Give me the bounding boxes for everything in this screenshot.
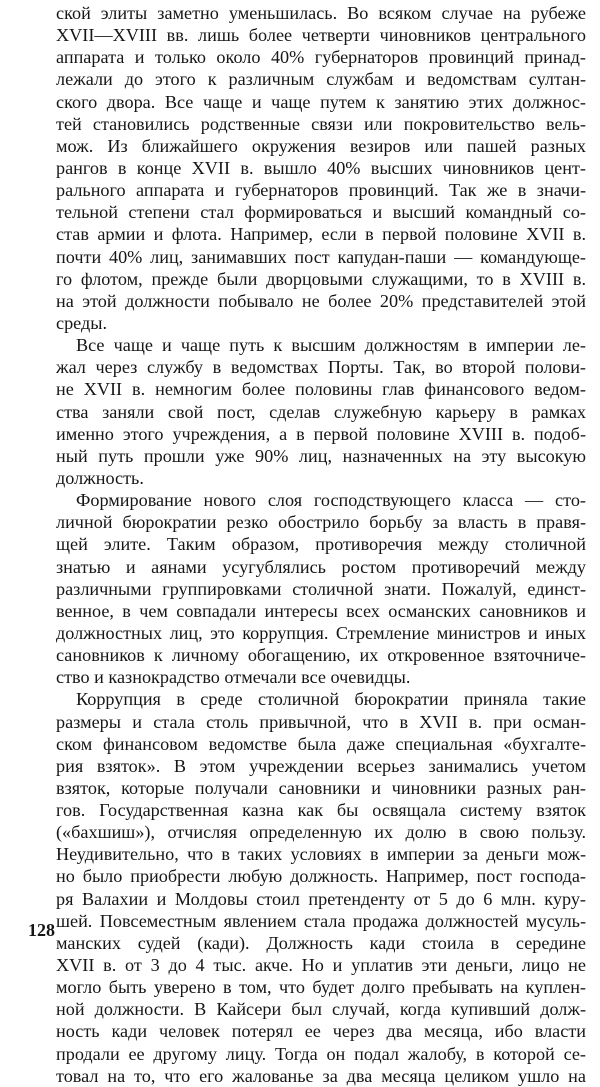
text-line: ской элиты заметно уменьшилась. Во всяком случае на рубеже xyxy=(56,3,586,23)
text-line: щей элите. Таким образом, противоречия между столичной xyxy=(56,534,586,555)
text-line: ства заняли свой пост, сделав служебную карьеру в рамках xyxy=(56,401,586,422)
text-line: го флотом, прежде были дворцовыми служащими, то в XVIII в. xyxy=(56,268,586,289)
text-line: Все чаще и чаще путь к высшим должностям в империи ле- xyxy=(76,335,586,356)
text-line: не XVII в. немногим более половины глав финансового ведом- xyxy=(56,379,586,400)
text-line: но было приобрести любую должность. Например, пост господа- xyxy=(56,866,586,887)
text-line: («бахшиш»), отчисляя определенную их долю в свою пользу. xyxy=(56,822,586,843)
text-line: могло быть уверено в том, что будет долго пребывать на куплен- xyxy=(56,977,586,998)
text-line: Коррупция в среде столичной бюрократии приняла такие xyxy=(76,689,586,710)
text-line: продали ее другому лицу. Тогда он подал жалобу, в которой се- xyxy=(56,1043,586,1064)
text-line: различными группировками столичной знати. Пожалуй, единст- xyxy=(56,578,586,599)
text-line: жал через службу в ведомствах Порты. Так, во второй полови- xyxy=(56,357,586,378)
text-line: рального аппарата и губернаторов провинций. Так же в значи- xyxy=(56,180,586,201)
text-line: рия взяток». В этом учреждении всерьез занимались учетом xyxy=(56,755,586,776)
text-line: ского двора. Все чаще и чаще путем к занятию этих должнос- xyxy=(56,91,586,112)
text-line: знатью и аянами усугублялись ростом противоречий между xyxy=(56,556,586,577)
text-line: товал на то, что его жалованье за два месяца целиком ушло на xyxy=(56,1065,586,1086)
text-line: ность кади человек потерял ее через два месяца, ибо власти xyxy=(56,1021,586,1042)
text-line: ском финансовом ведомстве была даже специальная «бухгалте- xyxy=(56,733,586,754)
text-line: сановников к личному обогащению, их откровенное взяточниче- xyxy=(56,645,586,666)
text-line: рангов в конце XVII в. вышло 40% высших чиновников цент- xyxy=(56,157,586,178)
text-line: XVII—XVIII вв. лишь более четверти чиновников центрального xyxy=(56,25,586,46)
text-line: шей. Повсеместным явлением стала продажа должностей мусуль- xyxy=(56,910,586,931)
text-line: аппарата и только около 40% губернаторов провинций принад- xyxy=(56,47,586,68)
page-number: 128 xyxy=(28,920,55,940)
text-line: тей становились родственные связи или покровительство вель- xyxy=(56,113,586,134)
body-text xyxy=(56,2,586,1087)
text-line: личной бюрократии резко обострило борьбу за власть в правя- xyxy=(56,512,586,533)
text-line: ство и казнокрадство отмечали все очевидцы. xyxy=(56,667,411,688)
text-line: тельной степени стал формироваться и высший командный со- xyxy=(56,202,586,223)
text-line: Неудивительно, что в таких условиях в империи за деньги мож- xyxy=(56,844,586,865)
text-line: почти 40% лиц, занимавших пост капудан-паши — командующе- xyxy=(56,246,586,267)
text-line: манских судей (кади). Должность кади стоила в середине xyxy=(56,932,586,953)
text-line: лежали до этого к различным службам и ведомствам султан- xyxy=(56,69,586,90)
text-line: размеры и стала столь привычной, что в XVII в. при осман- xyxy=(56,711,586,732)
text-line: взяток, которые получали сановники и чиновники разных ран- xyxy=(56,777,586,798)
text-line: именно этого учреждения, а в первой половине XVIII в. подоб- xyxy=(56,423,586,444)
text-line: став армии и флота. Например, если в первой половине XVII в. xyxy=(56,224,586,245)
text-line: должность. xyxy=(56,467,144,488)
text-line: венное, в чем совпадали интересы всех османских сановников и xyxy=(56,600,586,621)
text-line: ный путь прошли уже 90% лиц, назначенных на эту высокую xyxy=(56,445,586,466)
text-line: ря Валахии и Молдовы стоил претенденту от 5 до 6 млн. куру- xyxy=(56,888,586,909)
text-line: мож. Из ближайшего окружения везиров или пашей разных xyxy=(56,135,586,156)
text-line: должностных лиц, это коррупция. Стремление министров и иных xyxy=(56,622,586,643)
text-line: XVII в. от 3 до 4 тыс. акче. Но и уплатив эти деньги, лицо не xyxy=(56,955,586,976)
text-line: ной должности. В Кайсери был случай, когда купивший долж- xyxy=(56,999,586,1020)
text-line: гов. Государственная казна как бы освящала систему взяток xyxy=(56,800,586,821)
text-line: на этой должности побывало не более 20% представителей этой xyxy=(56,290,586,311)
text-line: среды. xyxy=(56,312,108,333)
text-line: Формирование нового слоя господствующего класса — сто- xyxy=(76,490,586,511)
